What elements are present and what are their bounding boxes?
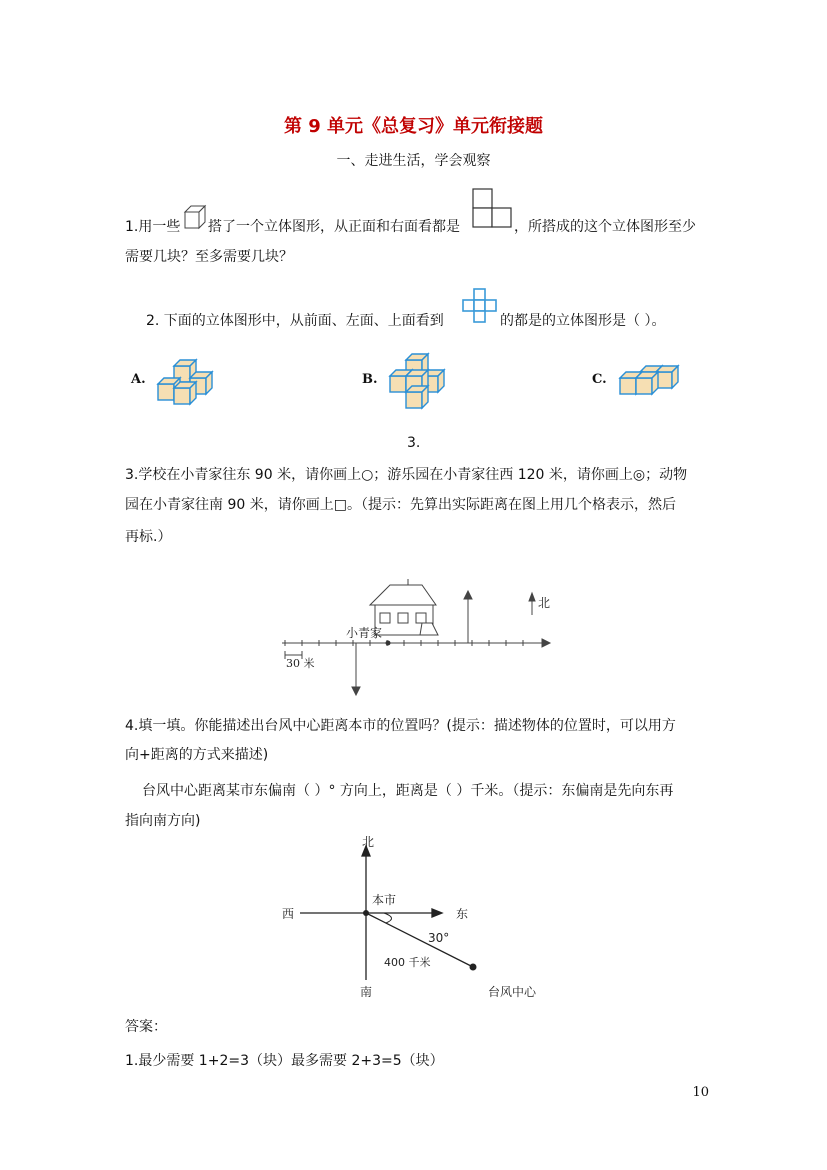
front-right-view-icon — [472, 188, 514, 230]
north-label: 北 — [538, 596, 551, 610]
home-label: 小青家 — [346, 626, 383, 640]
cross-view-icon — [462, 288, 498, 324]
q4-line2: 向+距离的方式来描述) — [125, 747, 269, 763]
typhoon-dot — [470, 964, 477, 971]
small-cube-icon — [183, 204, 207, 230]
q3-line3: 再标.） — [125, 529, 172, 545]
option-a-cubes-icon — [158, 360, 220, 408]
answer-1: 1.最少需要 1+2=3（块）最多需要 2+3=5（块） — [125, 1053, 444, 1069]
city-label: 本市 — [372, 893, 397, 907]
answers-heading: 答案： — [125, 1019, 167, 1035]
q4-line4: 指向南方向) — [125, 813, 201, 829]
distance-label: 400 千米 — [384, 956, 431, 969]
north-label: 北 — [362, 835, 375, 849]
option-c-cubes-icon — [620, 366, 682, 408]
q4-compass-diagram — [280, 832, 550, 1002]
option-b-label: B. — [362, 372, 378, 387]
angle-label: 30° — [428, 931, 450, 945]
q3-line1: 3.学校在小青家往东 90 米，请你画上○；游乐园在小青家往西 120 米，请你画上◎；动物 — [125, 467, 688, 483]
section-heading: 一、走进生活，学会观察 — [336, 153, 491, 169]
q2-text-a: 2. 下面的立体图形中，从前面、左面、上面看到 — [146, 313, 444, 329]
q4-line1: 4.填一填。你能描述出台风中心距离本市的位置吗？(提示：描述物体的位置时，可以用方 — [125, 718, 676, 734]
origin-dot — [386, 641, 391, 646]
q4-line3: 台风中心距离某市东偏南（ ）° 方向上，距离是（ ）千米。（提示：东偏南是先向东再 — [142, 783, 674, 799]
south-label: 南 — [360, 985, 373, 999]
page-title: 第 9 单元《总复习》单元衔接题 — [283, 116, 544, 137]
q2-text-b: 的都是的立体图形是（ ）。 — [500, 313, 666, 329]
option-c-label: C. — [592, 372, 607, 387]
city-dot — [363, 910, 369, 916]
west-label: 西 — [282, 907, 295, 921]
q1-text-line2: 需要几块？至多需要几块？ — [125, 249, 293, 265]
east-label: 东 — [456, 907, 469, 921]
q1-text-a: 1.用一些 — [125, 219, 181, 235]
typhoon-label: 台风中心 — [488, 985, 537, 999]
q3-marker: 3. — [407, 435, 421, 451]
q1-text-b: 搭了一个立体图形，从正面和右面看都是 — [208, 219, 460, 235]
q1-text-c: ，所搭成的这个立体图形至少 — [514, 219, 696, 235]
q3-line2: 园在小青家往南 90 米，请你画上□。（提示：先算出实际距离在图上用几个格表示，然后 — [125, 497, 676, 513]
option-b-cubes-icon — [388, 354, 450, 414]
q3-map-diagram — [280, 575, 550, 700]
angle-arc — [384, 913, 392, 923]
page-number: 10 — [692, 1085, 709, 1100]
option-a-label: A. — [131, 372, 146, 387]
scale-label: 30 米 — [286, 657, 315, 670]
